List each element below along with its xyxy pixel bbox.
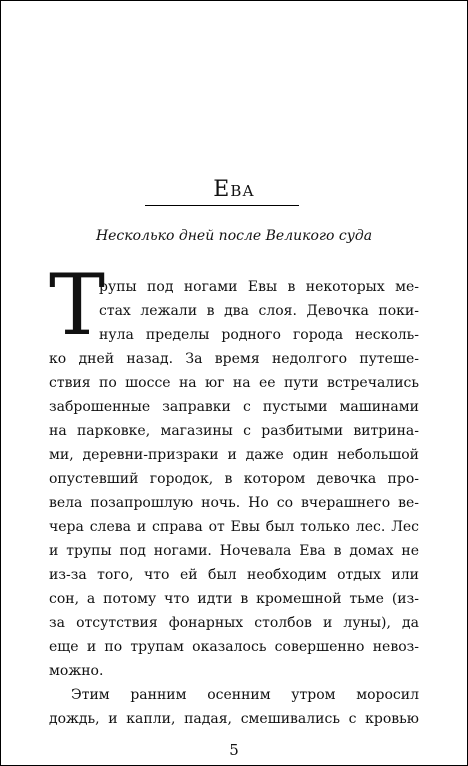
text-line: ко дней назад. За время недолгого путеше-	[49, 351, 419, 367]
text-line: опустевший городок, в котором девочка про-	[49, 471, 419, 487]
text-line: рупы под ногами Евы в некоторых ме-	[99, 279, 419, 295]
drop-cap: Т	[49, 256, 106, 354]
text-line: за отсутствия фонарных столбов и луны), да	[49, 615, 419, 631]
text-line: из-за того, что ей был необходим отдых или	[49, 567, 419, 583]
chapter-title: Ева	[213, 177, 255, 202]
text-line: можно.	[49, 663, 104, 679]
text-line: сон, а потому что идти в кромешной тьме (из-	[49, 591, 419, 607]
text-line: ствия по шоссе на юг на ее пути встречались	[49, 375, 419, 391]
text-line: на парковке, магазины с разбитыми витрина-	[49, 423, 419, 439]
text-line: и трупы под ногами. Ночевала Ева в домах не	[49, 543, 419, 559]
page-number: 5	[229, 741, 239, 759]
text-line: чера слева и справа от Евы был только лес. Лес	[49, 519, 419, 535]
text-line: Этим ранним осенним утром моросил	[71, 687, 419, 703]
text-line: нула пределы родного города несколь-	[99, 327, 419, 343]
text-line: еще и по трупам оказалось совершенно невоз-	[49, 639, 419, 655]
text-line: заброшенные заправки с пустыми машинами	[49, 399, 419, 415]
text-line: дождь, и капли, падая, смешивались с кровью	[49, 711, 419, 727]
text-line: стах лежали в два слоя. Девочка поки-	[99, 303, 419, 319]
title-rule	[145, 205, 299, 206]
chapter-subtitle: Несколько дней после Великого суда	[95, 228, 373, 244]
text-line: вела позапрошлую ночь. Но со вчерашнего ве-	[49, 495, 419, 511]
text-line: ми, деревни-призраки и даже один небольшой	[49, 447, 419, 463]
